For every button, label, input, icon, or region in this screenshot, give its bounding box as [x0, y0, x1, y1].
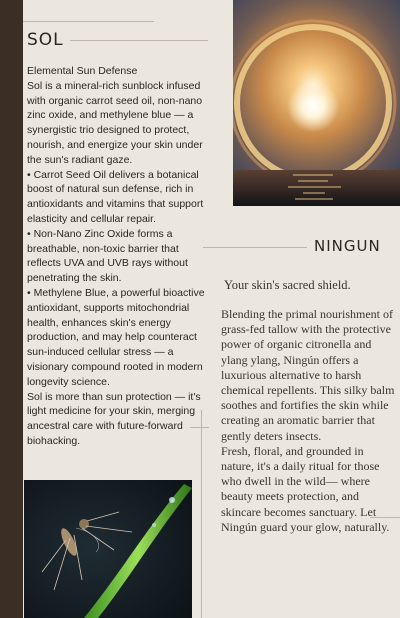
sol-top-rule — [23, 21, 154, 22]
sol-intro-paragraph: Sol is a mineral-rich sunblock infused with organic carrot seed oil, non-nano zinc oxide, and methylene blue — a synergistic trio designed to protect, nourish, and energize your skin under the sun's radiant gaze. — [27, 79, 203, 166]
sol-subtitle: Elemental Sun Defense — [27, 65, 138, 77]
sol-title-rule — [70, 40, 208, 41]
ningun-tagline: Your skin's sacred shield. — [224, 278, 351, 292]
ningun-title-rule — [203, 247, 307, 248]
ningun-description — [221, 307, 397, 535]
ningun-paragraph-2: Fresh, floral, and grounded in nature, it's a daily ritual for those who dwell in the wild— where beauty meets protection, and skincare becomes sanctuary. Let Ningún guard your glow, naturally. — [221, 443, 390, 534]
sol-description — [27, 64, 207, 449]
ningun-paragraph-1: Blending the primal nourishment of grass-fed tallow with the protective power of organic citronella and ylang ylang, Ningún offers a luxurious alternative to harsh chemical repellents. This silky balm soothes and fortifies the skin while creating an aromatic barrier that gently deters insects. — [221, 307, 395, 443]
sol-bullet-zinc-oxide: • Non-Nano Zinc Oxide forms a breathable, non-toxic barrier that reflects UVA and UVB rays without penetrating the skin. — [27, 227, 188, 285]
sol-bullet-carrot-seed: • Carrot Seed Oil delivers a botanical boost of natural sun defense, rich in antioxidants and vitamins that support elasticity and cellular repair. — [27, 168, 204, 225]
mosquito-photo — [24, 480, 192, 618]
mosquito-photo-droplet-1 — [169, 497, 175, 503]
left-accent-bar — [0, 0, 23, 618]
mosquito-photo-droplet-2 — [152, 523, 156, 527]
sol-bullet-methylene-blue: • Methylene Blue, a powerful bioactive antioxidant, supports mitochondrial health, enhances skin's energy production, and may help counteract sun-induced cellular stress — a visionary compound rooted in modern longevity science. — [27, 286, 205, 388]
sun-photo-sun — [287, 80, 339, 132]
sol-title: SOL — [27, 30, 64, 50]
sol-closing-paragraph: Sol is more than sun protection — it's light medicine for your skin, merging ancestral care with future-forward biohacking. — [27, 390, 201, 447]
ningun-title: NINGUN — [314, 237, 381, 255]
sun-halo-photo — [233, 0, 400, 206]
